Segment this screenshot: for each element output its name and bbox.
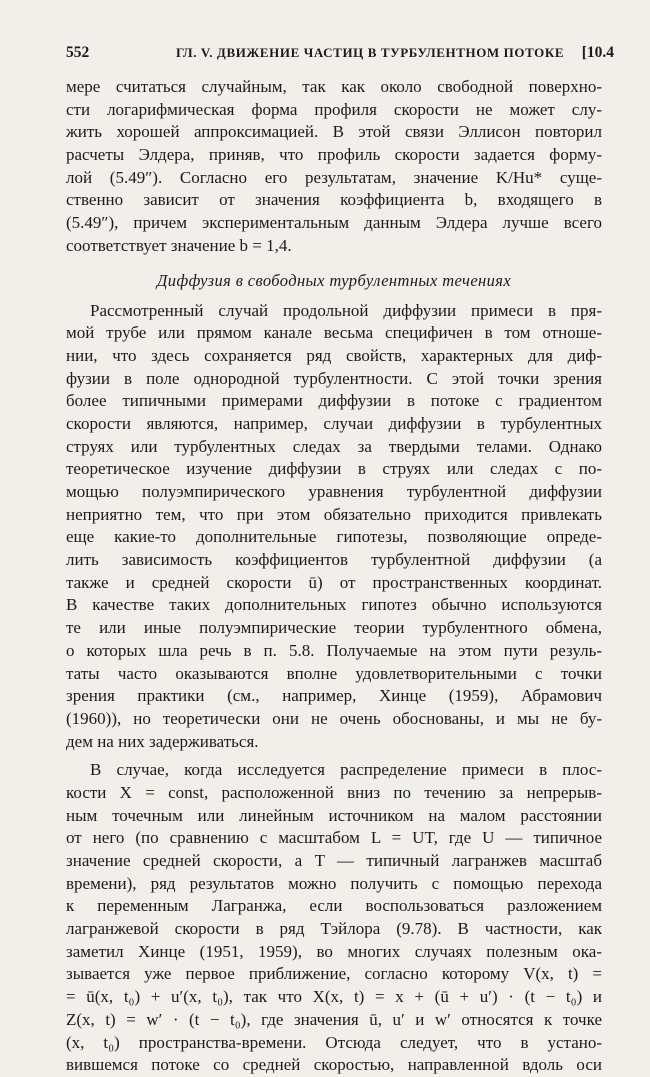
text-line: зывается уже первое приближение, согласно которому V(x, t) = (66, 964, 602, 984)
paragraph-2 (66, 300, 602, 754)
text-line: также и средней скорости ū) от пространственных координат. (66, 572, 602, 592)
text-line: струях или турбулентных следах за твердыми телами. Однако (66, 436, 602, 456)
text-line: неприятно тем, что при этом обязательно приходится привлекать (66, 504, 602, 524)
text-line: расчеты Элдера, приняв, что профиль скорости задается форму- (66, 145, 602, 165)
text-line: соответствует значение b = 1,4. (66, 235, 292, 255)
text-line: еще какие-то дополнительные гипотезы, позволяющие опреде- (66, 527, 602, 547)
text-line: (5.49″), причем экспериментальным данным Элдера лучше всего (66, 213, 602, 233)
text-line: зрения практики (см., например, Хинце (1959), Абрамович (66, 686, 602, 706)
page-header (66, 44, 614, 66)
body-text (66, 76, 602, 1077)
text-line: ным точечным или линейным источником на малом расстоянии (66, 805, 602, 825)
text-line: от него (по сравнению с масштабом L = UT, где U — типичное (66, 828, 602, 848)
text-line: скорости являются, например, случаи диффузии в турбулентных (66, 413, 602, 433)
text-line: Z(x, t) = w′ · (t − t₀), где значения ū, u′ и w′ относятся к точке (66, 1009, 602, 1029)
text-line: ственно зависит от значения коэффициента b, входящего в (66, 190, 602, 210)
text-line: заметил Хинце (1951, 1959), во многих случаях полезным ока- (66, 941, 602, 961)
text-line: значение средней скорости, а T — типичный лагранжев масштаб (66, 851, 602, 870)
section-reference: [10.4 (581, 44, 614, 61)
text-line: жить хорошей аппроксимацией. В этой связи Эллисон повторил (66, 122, 602, 142)
text-line: вившемся потоке со средней скоростью, направленной вдоль оси (66, 1055, 602, 1075)
text-line: Рассмотренный случай продольной диффузии примеси в пря- (90, 300, 602, 320)
text-line: времени), ряд результатов можно получить с помощью перехода (66, 873, 602, 893)
text-line: = ū(x, t₀) + u′(x, t₀), так что X(x, t) = x + (ū + u′) · (t − t₀) и (66, 987, 602, 1007)
text-line: теоретическое изучение диффузии в струях или следах с по- (66, 459, 602, 479)
text-line: сти логарифмическая форма профиля скорости не может слу- (66, 99, 602, 119)
text-line: лить зависимость коэффициентов турбулентной диффузии (а (66, 550, 602, 570)
text-line: В качестве таких дополнительных гипотез обычно используются (66, 595, 602, 615)
text-line: В случае, когда исследуется распределение примеси в плос- (90, 760, 602, 780)
paragraph-1 (66, 76, 602, 258)
text-line: фузии в поле однородной турбулентности. С этой точки зрения (66, 368, 602, 388)
text-line: те или иные полуэмпирические теории турбулентного обмена, (66, 618, 602, 638)
text-line: (1960)), но теоретически они не очень обоснованы, и мы не бу- (66, 708, 602, 728)
text-line: лагранжевой скорости в ряд Тэйлора (9.78). В частности, как (66, 919, 602, 939)
text-line: к переменным Лагранжа, если воспользоваться разложением (66, 896, 602, 916)
text-line: мощью полуэмпирического уравнения турбулентной диффузии (66, 482, 602, 501)
text-line: о которых шла речь в п. 5.8. Получаемые на этом пути резуль- (66, 640, 602, 660)
text-line: мой трубе или прямом канале весьма специфичен в том отноше- (66, 323, 602, 343)
running-title: ГЛ. V. ДВИЖЕНИЕ ЧАСТИЦ В ТУРБУЛЕНТНОМ ПОТОКЕ (176, 45, 565, 60)
paragraph-3 (66, 759, 602, 1077)
text-line: (x, t₀) пространства-времени. Отсюда следует, что в устано- (66, 1032, 602, 1052)
text-line: кости X = const, расположенной вниз по течению за непрерыв- (66, 782, 602, 802)
text-line: мере считаться случайным, так как около свободной поверхно- (66, 77, 602, 96)
text-line: нии, что здесь сохраняется ряд свойств, характерных для диф- (66, 345, 602, 365)
text-line: более типичными примерами диффузии в потоке с градиентом (66, 391, 602, 411)
page-number: 552 (66, 44, 90, 61)
section-heading: Диффузия в свободных турбулентных течениях (156, 270, 512, 290)
text-line: таты часто оказываются вполне удовлетворительными с точки (66, 663, 602, 683)
text-line: лой (5.49″). Согласно его результатам, значение K/Hu* суще- (66, 167, 602, 187)
text-line: дем на них задерживаться. (66, 731, 259, 751)
